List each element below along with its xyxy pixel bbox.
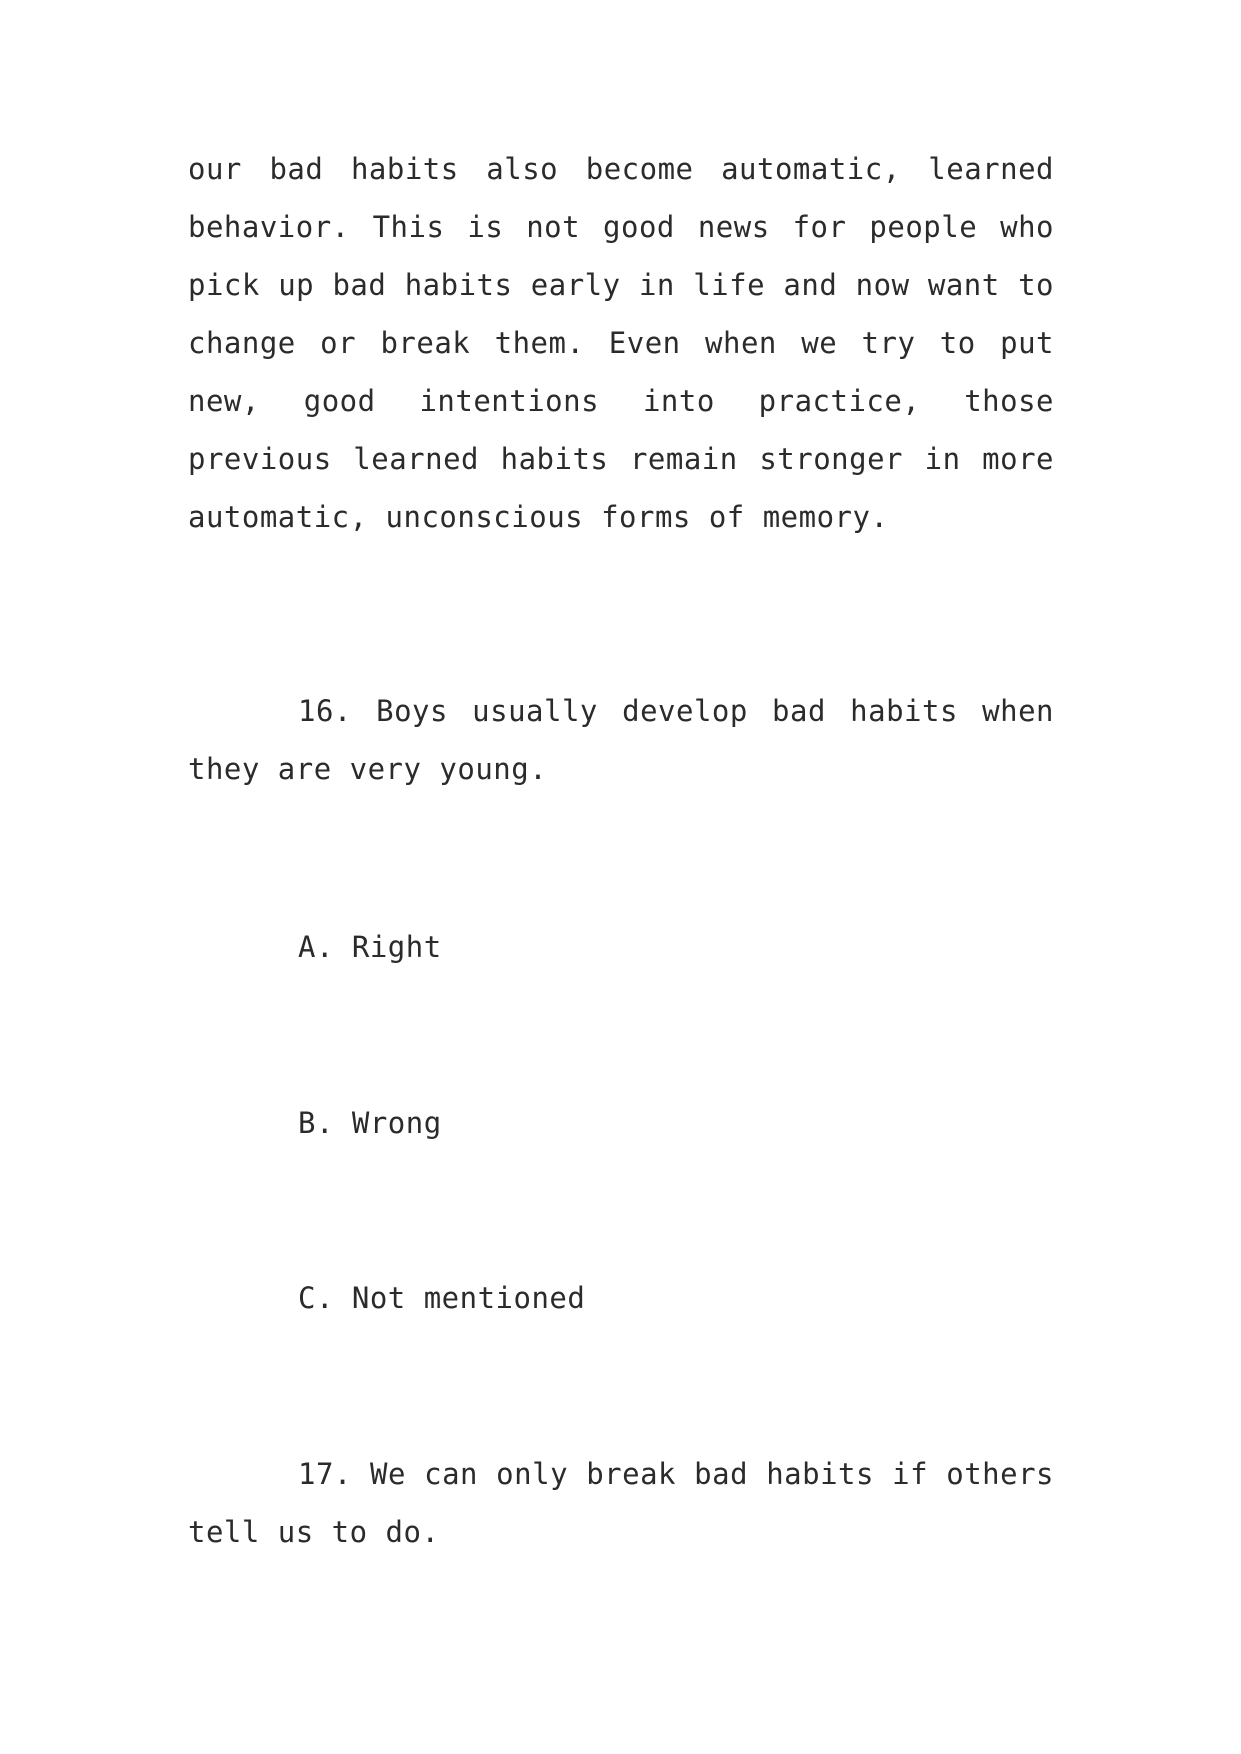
question-16-option-a: A. Right bbox=[298, 930, 442, 964]
question-16-option-c: C. Not mentioned bbox=[298, 1281, 586, 1315]
question-16-stem: 16. Boys usually develop bad habits when they are very young. bbox=[188, 694, 1054, 786]
question-16-option-b: B. Wrong bbox=[298, 1106, 442, 1140]
passage-paragraph: our bad habits also become automatic, learned behavior. This is not good news for people who pick up bad habits early in life and now want to change or break them. Even when we try to put new, good intentions into practice, those previous learned habits remain stronger in more automatic, unconscious forms of memory. bbox=[188, 152, 1054, 534]
question-17-stem: 17. We can only break bad habits if others tell us to do. bbox=[188, 1457, 1054, 1549]
